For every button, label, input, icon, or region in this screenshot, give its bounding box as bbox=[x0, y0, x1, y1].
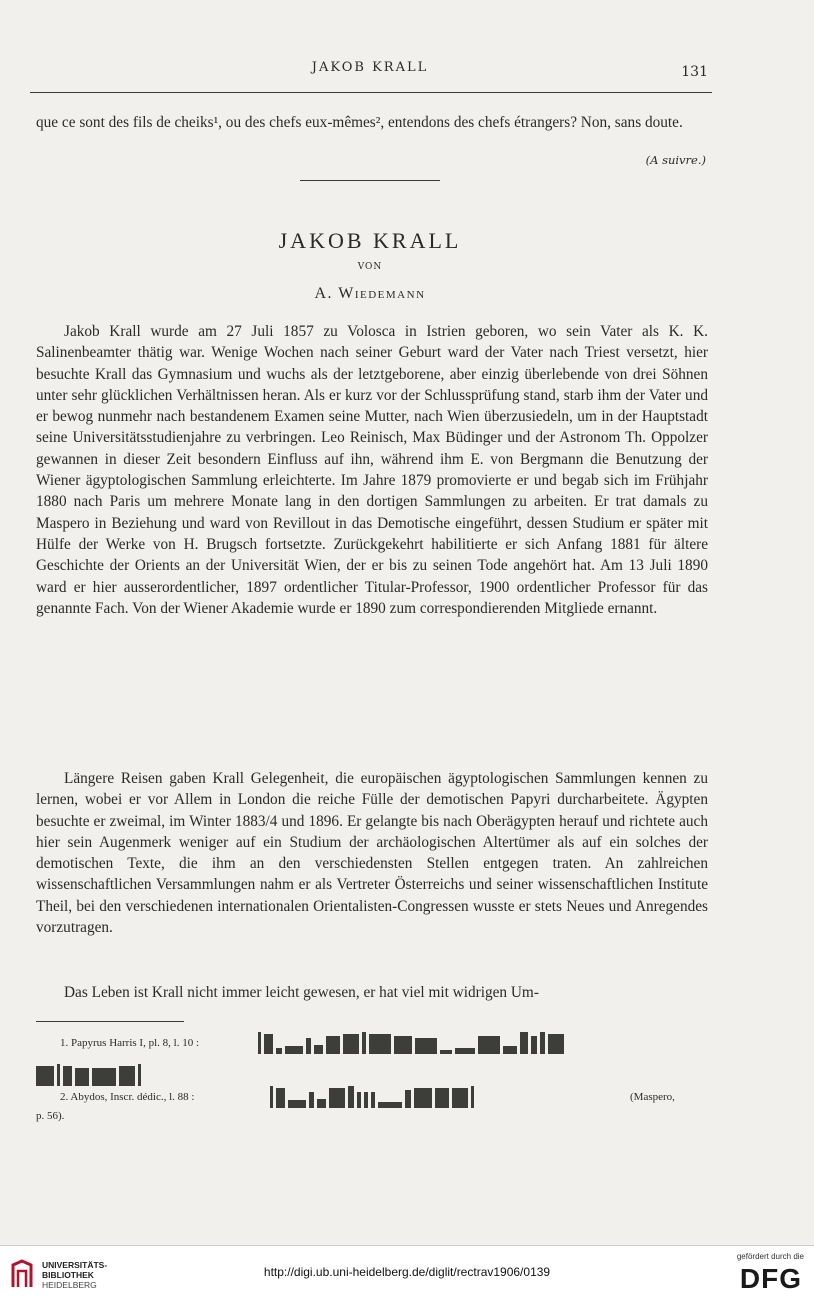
paragraph-1: Jakob Krall wurde am 27 Juli 1857 zu Volosca in Istrien geboren, wo sein Vater als K. K. Salinenbeamter thätig war. Wenige Wochen nach seiner Geburt ward der Vater nach Triest versetzt, hier besuchte Krall das Gymnasium und wuchs als der letztgeborene, aber einzig überlebende von drei Söhnen unter sehr glücklichen Verhältnissen heran. Als er kurz vor der Schlussprüfung stand, starb ihm der Vater und er bewog nunmehr nach bestandenem Examen seine Mutter, nach Wien überzusiedeln, um in der Hauptstadt seine Universitätsstudienjahre zu verbringen. Leo Reinisch, Max Büdinger und der Astronom Th. Oppolzer gewannen in dieser Zeit besondern Einfluss auf ihn, während ihm E. von Bergmann die Benutzung der Wiener ägyptologischen Sammlung erleichterte. Im Jahre 1879 promovierte er und begab sich im Frühjahr 1880 nach Paris um mehrere Monate lang in den dortigen Sammlungen zu arbeiten. Er trat damals zu Maspero in Beziehung und ward von Revillout in das Demotische eingeführt, dessen Studium er später mit Hülfe der Werke von H. Brugsch fortsetzte. Zurückgekehrt habilitierte er sich Anfang 1881 für ältere Geschichte der Orients an der Universität Wien, der er bis zu seinen Tode angehört hat. Am 13 Juli 1890 ward er hier ausserordentlicher, 1897 ordentlicher Titular-Professor, 1900 ordentlicher Professor für das genannte Fach. Von der Wiener Akademie wurde er 1890 zum correspondierenden Mitgliede ernannt. bbox=[36, 323, 708, 617]
running-head: JAKOB KRALL bbox=[311, 60, 429, 75]
paragraph-3: Das Leben ist Krall nicht immer leicht gewesen, er hat viel mit widrigen Um- bbox=[64, 984, 539, 1001]
hieroglyph-line-1-cont bbox=[36, 1060, 141, 1086]
article-title: JAKOB KRALL bbox=[278, 228, 462, 253]
footnote-2-citation: (Maspero, bbox=[630, 1091, 675, 1103]
hieroglyph-line-2 bbox=[270, 1082, 474, 1108]
paragraph-2: Längere Reisen gaben Krall Gelegenheit, die europäischen ägyptologischen Sammlungen kennen zu lernen, wobei er vor Allem in London die reiche Fülle der demotischen Papyri durcharbeitete. Ägypten besuchte er zweimal, im Winter 1883/4 und 1896. Er gelangte bis nach Oberägypten herauf und richtete auch hier sein Augenmerk weniger auf ein Studium der archäologischen Altertümer als auf ein solches der demotischen Texte, die ihm an den verschiedensten Stellen entgegen traten. An zahlreichen wissenschaftlichen Versammlungen nahm er als Vertreter Österreichs und seiner wissenschaftlichen Institute Theil, bei den verschiedenen internationalen Orientalisten-Congressen wusste er stets Neues und Anregendes vorzutragen. bbox=[36, 770, 708, 937]
permalink-url[interactable]: http://digi.ub.uni-heidelberg.de/diglit/rectrav1906/0139 bbox=[263, 1265, 551, 1279]
viewer-footer bbox=[0, 1245, 814, 1304]
to-be-continued: (A suivre.) bbox=[645, 153, 706, 167]
library-name[interactable]: UNIVERSITÄTS- BIBLIOTHEK HEIDELBERG bbox=[42, 1260, 108, 1290]
article-author: A. Wiedemann bbox=[314, 285, 426, 302]
page-number: 131 bbox=[681, 64, 708, 80]
funded-by-label: gefördert durch die bbox=[736, 1252, 804, 1261]
byline-von: VON bbox=[357, 262, 383, 272]
footnote-2: 2. Abydos, Inscr. dédic., l. 88 : bbox=[60, 1091, 195, 1103]
header-rule bbox=[30, 92, 712, 93]
dfg-logo[interactable]: DFG bbox=[739, 1263, 802, 1294]
hieroglyph-line-1 bbox=[258, 1028, 564, 1054]
section-divider bbox=[300, 180, 440, 181]
footnote-1: 1. Papyrus Harris I, pl. 8, l. 10 : bbox=[60, 1037, 200, 1049]
footnote-2-end: p. 56). bbox=[36, 1110, 65, 1122]
previous-article-ending: que ce sont des fils de cheiks¹, ou des chefs eux-mêmes², entendons des chefs étrangers? Non, sans doute. bbox=[36, 114, 683, 131]
footnote-rule bbox=[36, 1021, 184, 1022]
